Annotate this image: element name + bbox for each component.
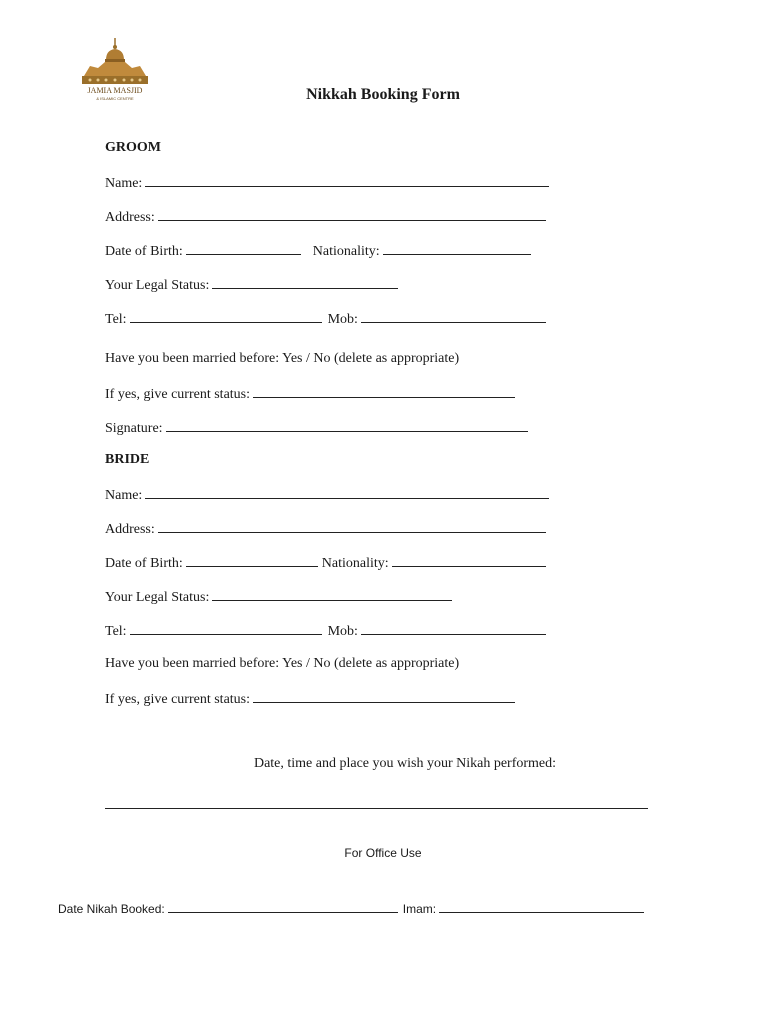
groom-address-row bbox=[105, 208, 546, 226]
bride-tel-label: Tel: bbox=[105, 624, 127, 639]
bride-name-row bbox=[105, 486, 549, 504]
bride-legal-status-row bbox=[105, 588, 452, 606]
groom-legal-status-field[interactable] bbox=[212, 276, 398, 289]
bride-address-label: Address: bbox=[105, 522, 155, 537]
bride-mob-field[interactable] bbox=[361, 622, 546, 635]
bride-address-field[interactable] bbox=[158, 520, 546, 533]
nikah-prompt: Date, time and place you wish your Nikah performed: bbox=[253, 756, 557, 771]
bride-name-field[interactable] bbox=[145, 486, 549, 499]
bride-name-label: Name: bbox=[105, 488, 143, 503]
groom-signature-field[interactable] bbox=[166, 419, 528, 432]
svg-text:JAMIA MASJID: JAMIA MASJID bbox=[87, 86, 143, 95]
groom-current-status-row bbox=[105, 385, 515, 403]
svg-text:& ISLAMIC CENTRE: & ISLAMIC CENTRE bbox=[96, 96, 134, 101]
bride-phone-row bbox=[105, 622, 546, 640]
bride-current-status-field[interactable] bbox=[253, 690, 515, 703]
bride-current-status-row bbox=[105, 690, 515, 708]
groom-address-label: Address: bbox=[105, 210, 155, 225]
office-use-row bbox=[58, 902, 644, 916]
office-use-heading: For Office Use bbox=[344, 846, 422, 860]
groom-tel-field[interactable] bbox=[130, 310, 322, 323]
bride-mob-label: Mob: bbox=[327, 624, 358, 639]
bride-dob-row bbox=[105, 554, 546, 572]
bride-address-row bbox=[105, 520, 546, 538]
bride-heading: BRIDE bbox=[105, 452, 150, 467]
date-booked-label: Date Nikah Booked: bbox=[58, 902, 165, 916]
bride-dob-label: Date of Birth: bbox=[105, 556, 183, 571]
bride-dob-field[interactable] bbox=[186, 554, 318, 567]
groom-name-label: Name: bbox=[105, 176, 143, 191]
groom-legal-status-label: Your Legal Status: bbox=[105, 278, 210, 293]
imam-label: Imam: bbox=[402, 902, 437, 916]
groom-name-row bbox=[105, 174, 549, 192]
groom-name-field[interactable] bbox=[145, 174, 549, 187]
groom-mob-field[interactable] bbox=[361, 310, 546, 323]
bride-legal-status-field[interactable] bbox=[212, 588, 452, 601]
groom-married-before: Have you been married before: Yes / No (delete as appropriate) bbox=[105, 351, 460, 366]
groom-dob-row bbox=[105, 242, 531, 260]
groom-dob-field[interactable] bbox=[186, 242, 301, 255]
groom-signature-label: Signature: bbox=[105, 421, 163, 436]
bride-legal-status-label: Your Legal Status: bbox=[105, 590, 210, 605]
form-title: Nikkah Booking Form bbox=[306, 86, 460, 103]
groom-heading: GROOM bbox=[105, 140, 161, 155]
groom-nationality-label: Nationality: bbox=[312, 244, 380, 259]
groom-phone-row bbox=[105, 310, 546, 328]
groom-current-status-field[interactable] bbox=[253, 385, 515, 398]
bride-nationality-field[interactable] bbox=[392, 554, 546, 567]
bride-nationality-label: Nationality: bbox=[321, 556, 389, 571]
groom-address-field[interactable] bbox=[158, 208, 546, 221]
groom-signature-row bbox=[105, 419, 528, 437]
bride-married-before: Have you been married before: Yes / No (delete as appropriate) bbox=[105, 656, 460, 671]
groom-nationality-field[interactable] bbox=[383, 242, 531, 255]
groom-legal-status-row bbox=[105, 276, 398, 294]
imam-field[interactable] bbox=[439, 902, 644, 913]
bride-tel-field[interactable] bbox=[130, 622, 322, 635]
nikah-details-field[interactable] bbox=[105, 808, 648, 809]
date-booked-field[interactable] bbox=[168, 902, 398, 913]
bride-current-status-label: If yes, give current status: bbox=[105, 692, 251, 707]
groom-tel-label: Tel: bbox=[105, 312, 127, 327]
groom-current-status-label: If yes, give current status: bbox=[105, 387, 251, 402]
groom-mob-label: Mob: bbox=[327, 312, 358, 327]
groom-dob-label: Date of Birth: bbox=[105, 244, 183, 259]
